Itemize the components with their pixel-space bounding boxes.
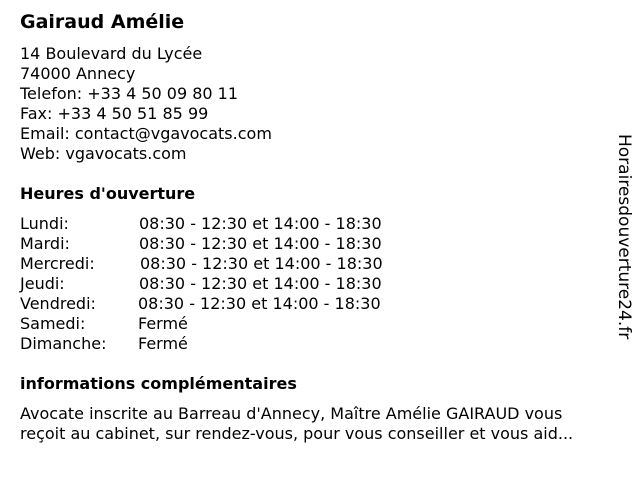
hours-heading: Heures d'ouverture — [20, 184, 196, 203]
info-line-2: reçoit au cabinet, sur rendez-vous, pour vous conseiller et vous aid... — [20, 424, 574, 443]
hours-day: Dimanche: — [20, 334, 107, 353]
hours-day: Jeudi: — [20, 274, 65, 293]
hours-time: Fermé — [138, 314, 188, 333]
hours-row-sunday — [20, 334, 440, 354]
address-city: 74000 Annecy — [20, 64, 136, 83]
hours-day: Samedi: — [20, 314, 86, 333]
info-description — [20, 404, 630, 444]
hours-row-thursday — [20, 274, 440, 294]
hours-time: Fermé — [138, 334, 188, 353]
hours-row-friday — [20, 294, 440, 314]
hours-time: 08:30 - 12:30 et 14:00 - 18:30 — [139, 274, 382, 293]
hours-time: 08:30 - 12:30 et 14:00 - 18:30 — [139, 214, 382, 233]
watermark — [612, 134, 636, 344]
hours-row-monday — [20, 214, 440, 234]
hours-row-tuesday — [20, 234, 440, 254]
hours-row-wednesday — [20, 254, 440, 274]
contact-block — [20, 44, 272, 164]
email-address[interactable]: Email: contact@vgavocats.com — [20, 124, 272, 143]
hours-day: Lundi: — [20, 214, 69, 233]
info-line-1: Avocate inscrite au Barreau d'Annecy, Maître Amélie GAIRAUD vous — [20, 404, 563, 423]
hours-row-saturday — [20, 314, 440, 334]
address-street: 14 Boulevard du Lycée — [20, 44, 203, 63]
hours-time: 08:30 - 12:30 et 14:00 - 18:30 — [139, 234, 382, 253]
hours-time: 08:30 - 12:30 et 14:00 - 18:30 — [138, 294, 381, 313]
hours-day: Mercredi: — [20, 254, 95, 273]
website[interactable]: Web: vgavocats.com — [20, 144, 187, 163]
hours-time: 08:30 - 12:30 et 14:00 - 18:30 — [140, 254, 383, 273]
opening-hours-table — [20, 214, 440, 354]
watermark-text: Horairesdouverture24.fr — [614, 134, 634, 340]
fax-number: Fax: +33 4 50 51 85 99 — [20, 104, 209, 123]
hours-day: Vendredi: — [20, 294, 96, 313]
business-name: Gairaud Amélie — [20, 11, 185, 33]
phone-number[interactable]: Telefon: +33 4 50 09 80 11 — [20, 84, 239, 103]
info-heading: informations complémentaires — [20, 374, 297, 393]
hours-day: Mardi: — [20, 234, 70, 253]
